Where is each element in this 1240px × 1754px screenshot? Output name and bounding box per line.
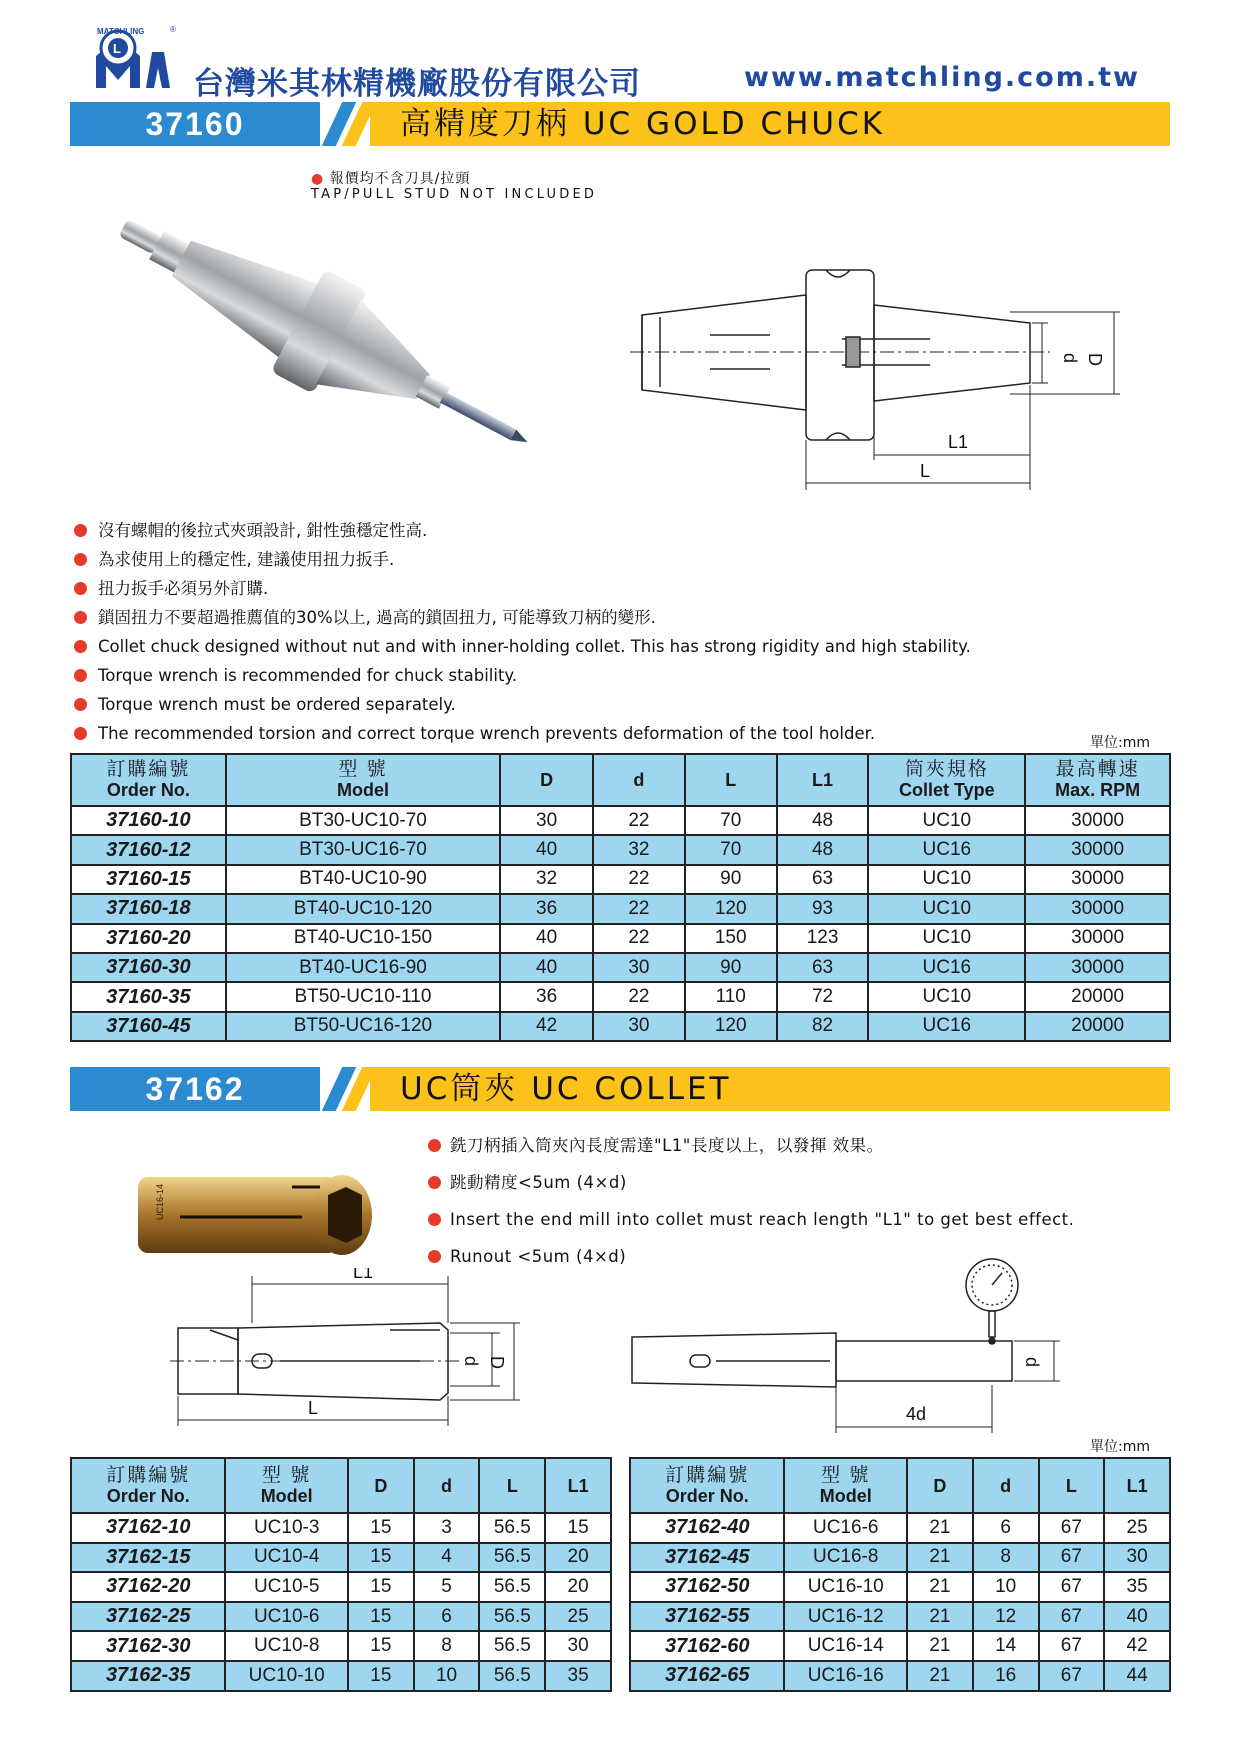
column-header: d (414, 1458, 480, 1513)
list-item: Insert the end mill into collet must reach length "L1" to get best effect. (428, 1201, 1074, 1238)
section-bar-37160 (70, 102, 1170, 146)
list-item: 跳動精度<5um (4×d) (428, 1164, 1074, 1201)
section-bar-37162 (70, 1067, 1170, 1111)
table-cell: BT40-UC10-150 (226, 924, 500, 953)
table-cell: 25 (1104, 1513, 1170, 1543)
table-cell: UC16-16 (784, 1661, 907, 1691)
table-cell: 15 (348, 1661, 414, 1691)
collet-notes (428, 1127, 1074, 1275)
order-number-cell: 37160-30 (71, 953, 226, 982)
table-cell: 22 (593, 865, 685, 894)
tool-holder-drawing (630, 255, 1130, 495)
column-header: 訂購編號 Order No. (630, 1458, 784, 1513)
table-row (630, 1631, 1170, 1661)
dim-d: d (1060, 353, 1080, 364)
table-row (71, 835, 1170, 864)
table-row (71, 1661, 611, 1691)
table-cell: UC16-14 (784, 1631, 907, 1661)
table-cell: 15 (348, 1513, 414, 1543)
table-cell: 35 (545, 1661, 611, 1691)
collet-drawing (170, 1268, 530, 1433)
table-cell: 8 (414, 1631, 480, 1661)
table-cell: UC16-8 (784, 1543, 907, 1573)
table-row (630, 1602, 1170, 1632)
table-cell: 21 (907, 1602, 973, 1632)
order-number-cell: 37160-45 (71, 1012, 226, 1041)
table-cell: 20000 (1025, 1012, 1170, 1041)
order-number-cell: 37162-50 (630, 1572, 784, 1602)
company-name: 台灣米其林精機廠股份有限公司 (193, 66, 641, 102)
table-cell: 48 (777, 835, 869, 864)
table-cell: 56.5 (479, 1631, 545, 1661)
table-cell: UC10-8 (225, 1631, 348, 1661)
list-item: Torque wrench is recommended for chuck stability. (74, 661, 1174, 690)
table-cell: 40 (500, 953, 593, 982)
table-cell: 32 (593, 835, 685, 864)
dim-L1: L1 (353, 1268, 374, 1282)
table-cell: BT40-UC16-90 (226, 953, 500, 982)
table-header-row (71, 754, 1170, 806)
table-cell: 72 (777, 982, 869, 1011)
table-cell: 14 (973, 1631, 1039, 1661)
unit-label: 單位:mm (1090, 1439, 1150, 1455)
list-item: The recommended torsion and correct torque wrench prevents deformation of the tool holder. (74, 719, 1174, 748)
table-cell: 15 (348, 1602, 414, 1632)
note-zh: 報價均不含刀具/拉頭 (329, 171, 471, 187)
table-header-row (630, 1458, 1170, 1513)
list-item: 鎖固扭力不要超過推薦值的30%以上, 過高的鎖固扭力, 可能導致刀柄的變形. (74, 603, 1174, 632)
table-cell: 20 (545, 1543, 611, 1573)
table-row (71, 1012, 1170, 1041)
collet-photo (132, 1165, 382, 1265)
table-cell: 6 (973, 1513, 1039, 1543)
table-cell: 40 (500, 835, 593, 864)
table-cell: 10 (414, 1661, 480, 1691)
table-cell: 22 (593, 894, 685, 923)
column-header: 訂購編號 Order No. (71, 754, 226, 806)
list-item: 銑刀柄插入筒夾內長度需達"L1"長度以上，以發揮 效果。 (428, 1127, 1074, 1164)
order-number-cell: 37162-60 (630, 1631, 784, 1661)
table-cell: 25 (545, 1602, 611, 1632)
table-cell: 48 (777, 806, 869, 835)
column-header: L (479, 1458, 545, 1513)
table-cell: 56.5 (479, 1661, 545, 1691)
table-cell: 16 (973, 1661, 1039, 1691)
table-cell: 6 (414, 1602, 480, 1632)
table-cell: 22 (593, 982, 685, 1011)
table-cell: 20 (545, 1572, 611, 1602)
table-cell: 12 (973, 1602, 1039, 1632)
table-row (71, 953, 1170, 982)
order-number-cell: 37162-30 (71, 1631, 225, 1661)
table-cell: 120 (685, 1012, 777, 1041)
table-cell: 20000 (1025, 982, 1170, 1011)
table-cell: UC10-5 (225, 1572, 348, 1602)
section-number: 37160 (145, 106, 245, 142)
column-header: 訂購編號 Order No. (71, 1458, 225, 1513)
dim-D: D (487, 1356, 507, 1369)
table-cell: 21 (907, 1572, 973, 1602)
table-cell: UC10 (868, 806, 1025, 835)
order-number-cell: 37162-55 (630, 1602, 784, 1632)
table-cell: UC16 (868, 953, 1025, 982)
list-item: Torque wrench must be ordered separately. (74, 690, 1174, 719)
note-en: TAP/PULL STUD NOT INCLUDED (311, 187, 598, 202)
table-row (71, 1572, 611, 1602)
column-header: L1 (777, 754, 869, 806)
table-row (71, 1602, 611, 1632)
table-cell: 32 (500, 865, 593, 894)
table-cell: UC10-6 (225, 1602, 348, 1632)
table-cell: BT50-UC16-120 (226, 1012, 500, 1041)
table-row (71, 1513, 611, 1543)
table-cell: 70 (685, 806, 777, 835)
column-header: 筒夾規格 Collet Type (868, 754, 1025, 806)
order-number-cell: 37162-40 (630, 1513, 784, 1543)
order-number-cell: 37162-20 (71, 1572, 225, 1602)
website-link[interactable]: www.matchling.com.tw (744, 62, 1140, 93)
list-item: Collet chuck designed without nut and with inner-holding collet. This has strong rigidity and high stability. (74, 632, 1174, 661)
table-cell: 67 (1039, 1513, 1105, 1543)
table-cell: UC10-10 (225, 1661, 348, 1691)
table-cell: 3 (414, 1513, 480, 1543)
table-cell: 30000 (1025, 806, 1170, 835)
table-cell: 70 (685, 835, 777, 864)
table-row (71, 982, 1170, 1011)
order-number-cell: 37160-12 (71, 835, 226, 864)
table-cell: 22 (593, 924, 685, 953)
table-cell: 40 (500, 924, 593, 953)
table-row (71, 806, 1170, 835)
column-header: D (907, 1458, 973, 1513)
table-cell: BT50-UC10-110 (226, 982, 500, 1011)
order-number-cell: 37162-25 (71, 1602, 225, 1632)
table-cell: 30 (593, 1012, 685, 1041)
order-number-cell: 37160-20 (71, 924, 226, 953)
table-cell: 120 (685, 894, 777, 923)
svg-text:MATCHLING: MATCHLING (97, 27, 145, 36)
unit-label: 單位:mm (1090, 735, 1150, 751)
table-cell: 42 (1104, 1631, 1170, 1661)
table-cell: 22 (593, 806, 685, 835)
table-cell: 40 (1104, 1602, 1170, 1632)
table-cell: 30000 (1025, 865, 1170, 894)
dim-d: d (461, 1356, 481, 1367)
column-header: D (500, 754, 593, 806)
table-header-row (71, 1458, 611, 1513)
column-header: d (973, 1458, 1039, 1513)
table-cell: 30 (545, 1631, 611, 1661)
table-cell: 30000 (1025, 894, 1170, 923)
order-number-cell: 37162-15 (71, 1543, 225, 1573)
table-cell: UC10-4 (225, 1543, 348, 1573)
feature-list (74, 516, 1174, 748)
column-header: L1 (545, 1458, 611, 1513)
table-cell: UC10-3 (225, 1513, 348, 1543)
table-cell: UC10 (868, 894, 1025, 923)
table-cell: 35 (1104, 1572, 1170, 1602)
table-cell: 67 (1039, 1602, 1105, 1632)
collet-spec-table-right (629, 1457, 1171, 1692)
section-number: 37162 (145, 1071, 245, 1107)
chuck-spec-table (70, 753, 1171, 1042)
table-cell: 30 (1104, 1543, 1170, 1573)
order-number-cell: 37162-65 (630, 1661, 784, 1691)
table-cell: 63 (777, 953, 869, 982)
company-logo (90, 22, 180, 92)
table-row (630, 1513, 1170, 1543)
table-cell: BT30-UC16-70 (226, 835, 500, 864)
table-cell: BT40-UC10-120 (226, 894, 500, 923)
list-item: 為求使用上的穩定性, 建議使用扭力扳手. (74, 545, 1174, 574)
table-cell: 110 (685, 982, 777, 1011)
list-item: 沒有螺帽的後拉式夾頭設計, 鉗性強穩定性高. (74, 516, 1174, 545)
order-number-cell: 37162-45 (630, 1543, 784, 1573)
column-header: L (685, 754, 777, 806)
column-header: 型 號 Model (226, 754, 500, 806)
column-header: d (593, 754, 685, 806)
table-cell: 8 (973, 1543, 1039, 1573)
table-cell: UC16-10 (784, 1572, 907, 1602)
dim-L: L (920, 461, 931, 481)
table-cell: 15 (348, 1631, 414, 1661)
list-item: Runout <5um (4×d) (428, 1238, 1074, 1275)
table-cell: 30000 (1025, 953, 1170, 982)
order-number-cell: 37162-10 (71, 1513, 225, 1543)
table-cell: 42 (500, 1012, 593, 1041)
table-cell: UC16-12 (784, 1602, 907, 1632)
table-cell: 15 (545, 1513, 611, 1543)
table-cell: 82 (777, 1012, 869, 1041)
table-cell: BT30-UC10-70 (226, 806, 500, 835)
table-cell: 21 (907, 1631, 973, 1661)
table-cell: 21 (907, 1543, 973, 1573)
section-title: 高精度刀柄 UC GOLD CHUCK (400, 106, 886, 142)
table-row (71, 1543, 611, 1573)
column-header: 型 號 Model (225, 1458, 348, 1513)
svg-text:®: ® (170, 25, 176, 34)
order-number-cell: 37160-35 (71, 982, 226, 1011)
table-row (630, 1661, 1170, 1691)
table-cell: BT40-UC10-90 (226, 865, 500, 894)
table-row (630, 1572, 1170, 1602)
collet-spec-table-left (70, 1457, 612, 1692)
table-row (71, 865, 1170, 894)
runout-drawing (620, 1255, 1070, 1435)
table-cell: 123 (777, 924, 869, 953)
order-number-cell: 37160-18 (71, 894, 226, 923)
table-cell: UC10 (868, 924, 1025, 953)
table-cell: 67 (1039, 1572, 1105, 1602)
table-cell: 63 (777, 865, 869, 894)
table-row (630, 1543, 1170, 1573)
column-header: 型 號 Model (784, 1458, 907, 1513)
dim-L1: L1 (948, 432, 969, 452)
table-row (71, 924, 1170, 953)
column-header: D (348, 1458, 414, 1513)
table-cell: 15 (348, 1572, 414, 1602)
table-cell: 30 (593, 953, 685, 982)
table-row (71, 894, 1170, 923)
table-cell: UC16-6 (784, 1513, 907, 1543)
table-cell: 30 (500, 806, 593, 835)
svg-text:L: L (113, 41, 121, 56)
dim-d: d (1022, 1357, 1042, 1368)
table-cell: 5 (414, 1572, 480, 1602)
table-cell: 56.5 (479, 1572, 545, 1602)
tool-holder-photo (95, 210, 585, 470)
table-cell: 93 (777, 894, 869, 923)
table-cell: 30000 (1025, 835, 1170, 864)
table-cell: 56.5 (479, 1513, 545, 1543)
dim-D: D (1085, 353, 1105, 366)
table-cell: 36 (500, 982, 593, 1011)
table-cell: UC16 (868, 1012, 1025, 1041)
table-cell: 90 (685, 953, 777, 982)
table-cell: 67 (1039, 1661, 1105, 1691)
column-header: L1 (1104, 1458, 1170, 1513)
table-cell: 21 (907, 1513, 973, 1543)
exclusion-note: ● 報價均不含刀具/拉頭 TAP/PULL STUD NOT INCLUDED (311, 171, 598, 202)
column-header: 最高轉速 Max. RPM (1025, 754, 1170, 806)
table-cell: 15 (348, 1543, 414, 1573)
table-cell: 56.5 (479, 1543, 545, 1573)
table-cell: 90 (685, 865, 777, 894)
table-cell: 44 (1104, 1661, 1170, 1691)
order-number-cell: 37160-10 (71, 806, 226, 835)
table-cell: 150 (685, 924, 777, 953)
table-cell: UC10 (868, 865, 1025, 894)
table-cell: 36 (500, 894, 593, 923)
table-cell: UC16 (868, 835, 1025, 864)
section-title: UC筒夾 UC COLLET (400, 1071, 732, 1107)
table-cell: 10 (973, 1572, 1039, 1602)
dim-4d: 4d (906, 1404, 927, 1424)
table-cell: 67 (1039, 1543, 1105, 1573)
column-header: L (1039, 1458, 1105, 1513)
dim-L: L (308, 1398, 319, 1418)
collet-marking: UC16-14 (155, 1183, 165, 1220)
table-cell: 30000 (1025, 924, 1170, 953)
table-cell: 56.5 (479, 1602, 545, 1632)
table-cell: UC10 (868, 982, 1025, 1011)
table-cell: 67 (1039, 1631, 1105, 1661)
list-item: 扭力扳手必須另外訂購. (74, 574, 1174, 603)
order-number-cell: 37162-35 (71, 1661, 225, 1691)
table-row (71, 1631, 611, 1661)
table-cell: 4 (414, 1543, 480, 1573)
order-number-cell: 37160-15 (71, 865, 226, 894)
table-cell: 21 (907, 1661, 973, 1691)
